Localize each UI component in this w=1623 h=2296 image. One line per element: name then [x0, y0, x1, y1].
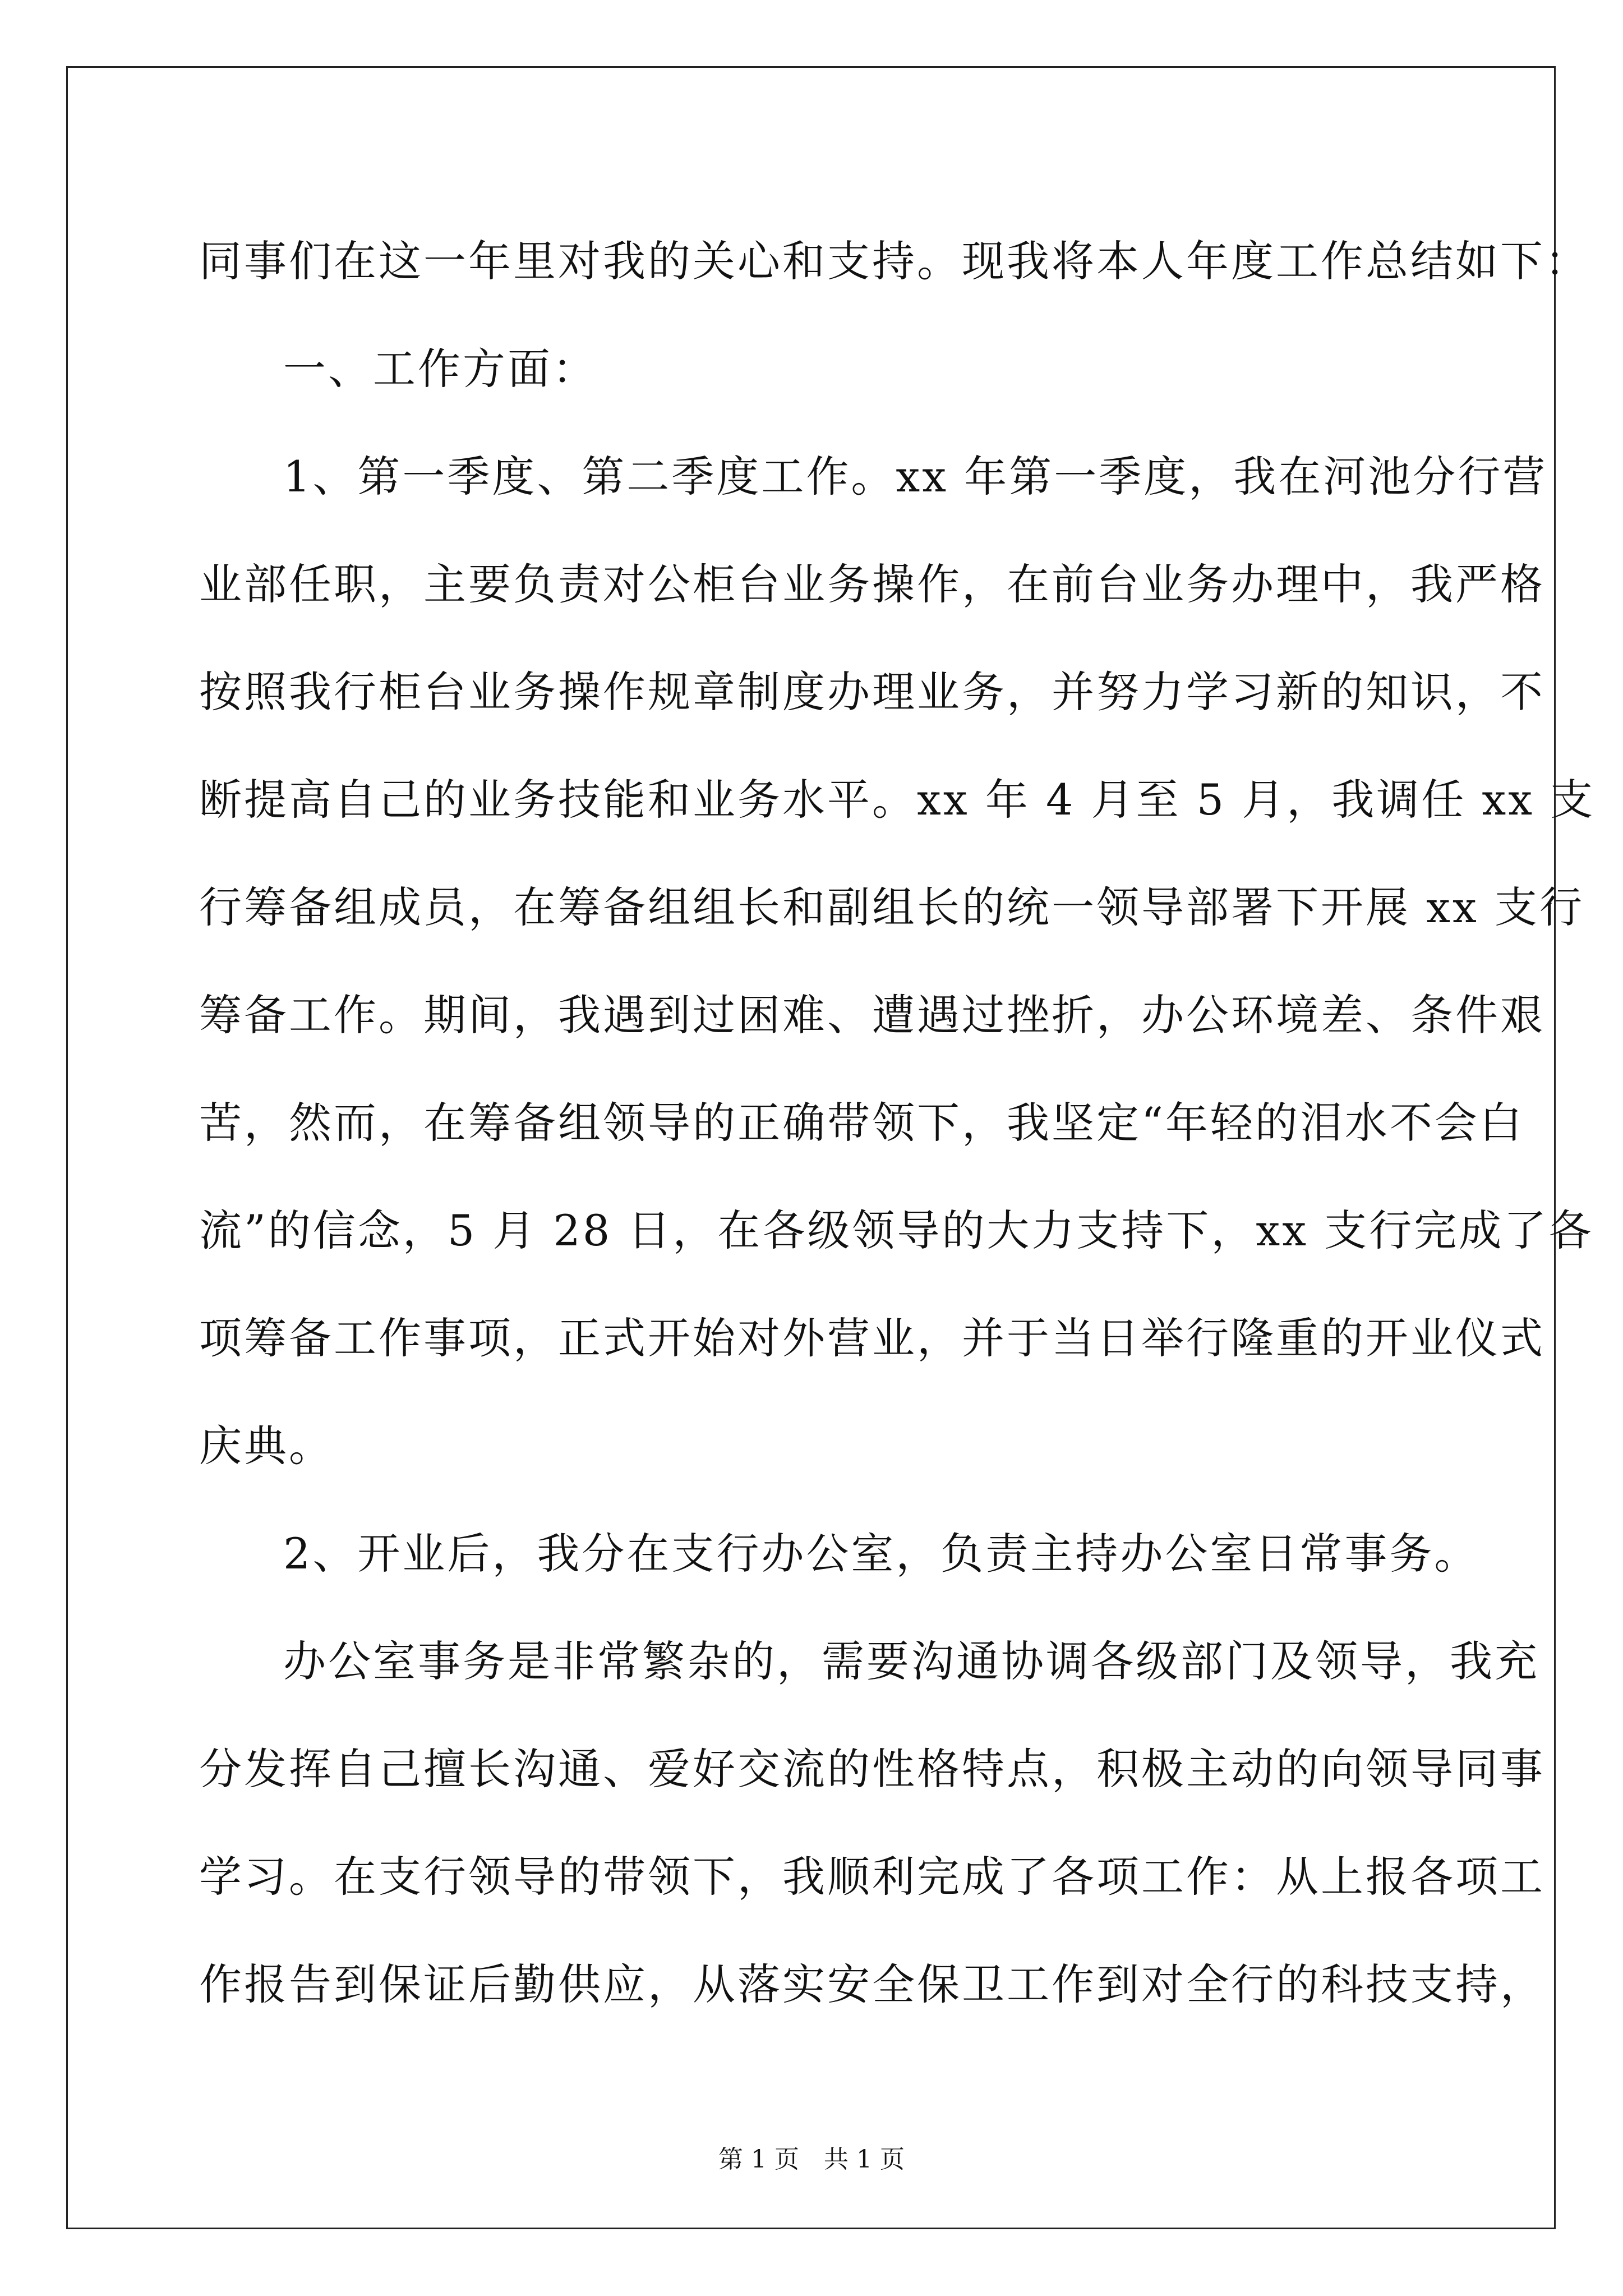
text-line: 庆典。: [199, 1421, 334, 1471]
document-body: [199, 208, 1596, 2039]
text-line: 项筹备工作事项，正式开始对外营业，并于当日举行隆重的开业仪式: [199, 1313, 1545, 1363]
text-line: 断提高自己的业务技能和业务水平。xx 年 4 月至 5 月，我调任 xx 支: [199, 775, 1596, 825]
text-line: 筹备工作。期间，我遇到过困难、遭遇过挫折，办公环境差、条件艰: [199, 990, 1545, 1040]
page-number: 第 1 页 共 1 页: [718, 2145, 905, 2174]
text-line: 分发挥自己擅长沟通、爱好交流的性格特点，积极主动的向领导同事: [199, 1744, 1545, 1794]
text-line: 办公室事务是非常繁杂的，需要沟通协调各级部门及领导，我充: [283, 1636, 1539, 1686]
text-line: 业部任职，主要负责对公柜台业务操作，在前台业务办理中，我严格: [199, 559, 1545, 609]
text-line: 按照我行柜台业务操作规章制度办理业务，并努力学习新的知识，不: [199, 667, 1545, 717]
text-line: 作报告到保证后勤供应，从落实安全保卫工作到对全行的科技支持，: [199, 1959, 1545, 2009]
text-line: 同事们在这一年里对我的关心和支持。现我将本人年度工作总结如下：: [199, 236, 1590, 286]
text-line: 流”的信念，5 月 28 日，在各级领导的大力支持下，xx 支行完成了各: [199, 1205, 1594, 1255]
text-line: 一、工作方面：: [283, 344, 597, 394]
text-line: 2、开业后，我分在支行办公室，负责主持办公室日常事务。: [283, 1529, 1479, 1579]
text-line: 学习。在支行领导的带领下，我顺利完成了各项工作：从上报各项工: [199, 1852, 1545, 1902]
text-line: 苦，然而，在筹备组领导的正确带领下，我坚定“年轻的泪水不会白: [199, 1098, 1524, 1148]
text-line: 行筹备组成员，在筹备组组长和副组长的统一领导部署下开展 xx 支行: [199, 882, 1585, 932]
text-line: 1、第一季度、第二季度工作。xx 年第一季度，我在河池分行营: [283, 452, 1548, 501]
